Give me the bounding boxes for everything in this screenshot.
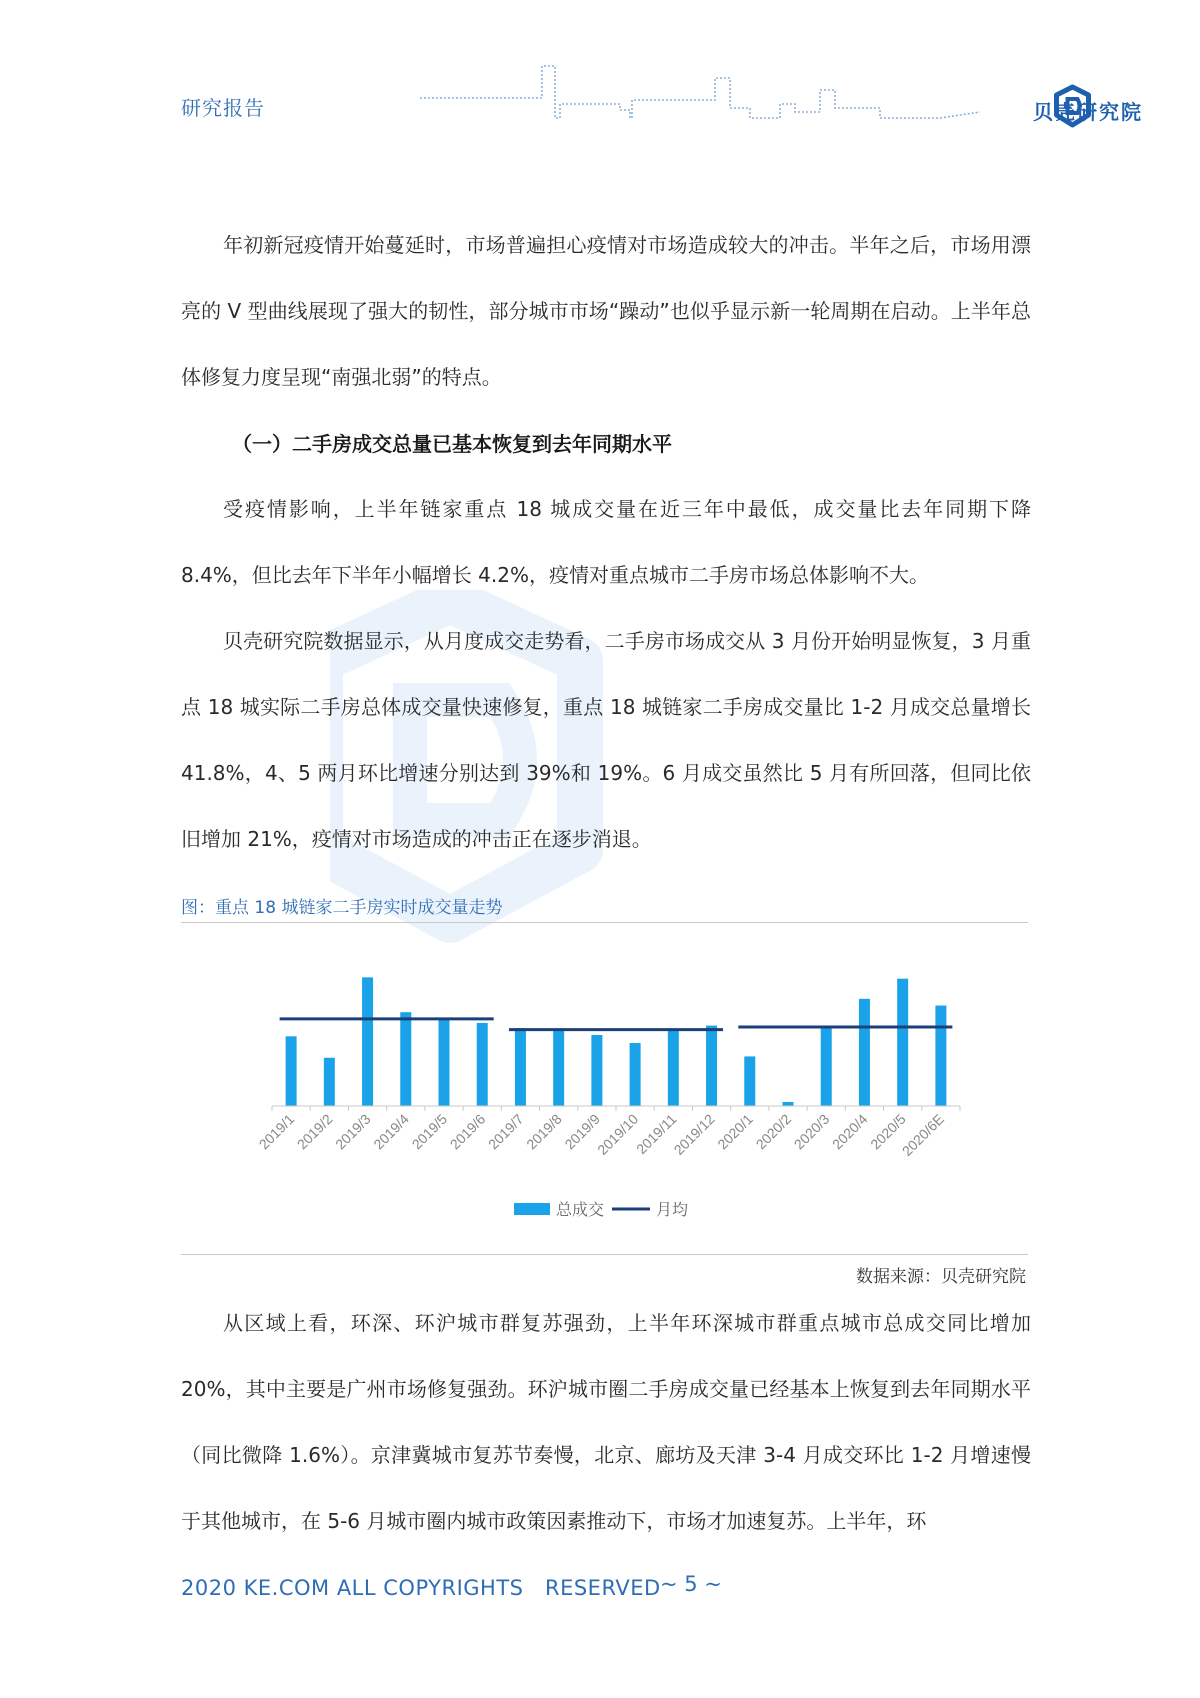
bar-2019/3	[362, 977, 373, 1106]
x-tick-label: 2019/6	[446, 1110, 489, 1153]
figure-bottom-rule	[181, 1254, 1028, 1255]
bar-2019/5	[439, 1019, 450, 1106]
x-tick-label: 2020/1	[714, 1110, 756, 1153]
bar-2019/12	[706, 1026, 717, 1106]
x-tick-label: 2019/7	[484, 1110, 527, 1153]
bar-2019/9	[591, 1035, 602, 1106]
figure-top-rule	[181, 922, 1028, 923]
transaction-volume-chart	[230, 930, 990, 1250]
bar-2019/7	[515, 1028, 526, 1106]
bar-2019/6	[477, 1023, 488, 1106]
x-tick-label: 2020/3	[790, 1110, 833, 1153]
legend-swatch-bars	[514, 1203, 550, 1215]
x-tick-label: 2020/2	[752, 1110, 795, 1153]
paragraph-impact: 受疫情影响，上半年链家重点 18 城成交量在近三年中最低，成交量比去年同期下降 8.4%，但比去年下半年小幅增长 4.2%，疫情对重点城市二手房市场总体影响不大。	[181, 497, 1031, 587]
section-heading: （一）二手房成交总量已基本恢复到去年同期水平	[232, 432, 672, 456]
x-tick-label: 2020/4	[828, 1110, 871, 1153]
bar-2019/11	[668, 1030, 679, 1106]
bar-2020/4	[859, 999, 870, 1106]
report-label: 研究报告	[181, 96, 265, 120]
figure-caption: 图：重点 18 城链家二手房实时成交量走势	[181, 898, 503, 918]
paragraph-intro: 年初新冠疫情开始蔓延时，市场普遍担心疫情对市场造成较大的冲击。半年之后，市场用漂亮的 V 型曲线展现了强大的韧性，部分城市市场“躁动”也似乎显示新一轮周期在启动。上半年总体修复力度呈现“南强北弱”的特点。	[181, 233, 1031, 389]
skyline-decoration	[420, 60, 980, 130]
legend-label-bars: 总成交	[556, 1200, 605, 1219]
page-number: ~ 5 ~	[660, 1572, 722, 1596]
data-source: 数据来源：贝壳研究院	[856, 1267, 1026, 1287]
legend-label-average: 月均	[656, 1200, 689, 1219]
bar-2019/2	[324, 1058, 335, 1106]
paragraph-regional: 从区域上看，环深、环沪城市群复苏强劲，上半年环深城市群重点城市总成交同比增加 20%，其中主要是广州市场修复强劲。环沪城市圈二手房成交量已经基本上恢复到去年同期水平（同比微降 1.6%）。京津冀城市复苏节奏慢，北京、廊坊及天津 3-4 月成交环比 1-2 月增速慢于其他城市，在 5-6 月城市圈内城市政策因素推动下，市场才加速复苏。上半年，环	[181, 1311, 1031, 1533]
brand-name: 贝壳研究院	[1033, 100, 1143, 124]
paragraph-monthly-trend: 贝壳研究院数据显示，从月度成交走势看，二手房市场成交从 3 月份开始明显恢复，3 月重点 18 城实际二手房总体成交量快速修复，重点 18 城链家二手房成交量比 1-2 月成交总量增长 41.8%，4、5 两月环比增速分别达到 39%和 19%。6 月成交虽然比 5 月有所回落，但同比依旧增加 21%，疫情对市场造成的冲击正在逐步消退。	[181, 629, 1031, 851]
bar-2020/6E	[935, 1006, 946, 1107]
bar-2019/1	[286, 1036, 297, 1106]
x-tick-label: 2020/6E	[898, 1110, 948, 1160]
x-tick-label: 2019/11	[633, 1110, 680, 1158]
x-tick-label: 2019/5	[408, 1110, 451, 1153]
x-tick-label: 2019/8	[523, 1110, 565, 1153]
x-tick-label: 2019/1	[255, 1110, 298, 1153]
bar-2020/3	[821, 1027, 832, 1106]
bar-2020/1	[744, 1056, 755, 1106]
x-tick-label: 2019/2	[293, 1110, 336, 1153]
x-tick-label: 2019/12	[670, 1110, 718, 1158]
footer-copyright: 2020 KE.COM ALL COPYRIGHTS RESERVED	[181, 1576, 661, 1600]
bar-2019/10	[630, 1043, 641, 1106]
x-tick-label: 2019/3	[332, 1110, 374, 1153]
x-tick-label: 2020/5	[867, 1110, 909, 1153]
x-tick-label: 2019/10	[594, 1110, 642, 1158]
x-tick-label: 2019/9	[561, 1110, 604, 1153]
bar-2020/5	[897, 979, 908, 1106]
bar-2019/4	[400, 1012, 411, 1106]
x-tick-label: 2019/4	[370, 1110, 412, 1153]
bar-2020/2	[783, 1102, 794, 1106]
bar-2019/8	[553, 1030, 564, 1106]
